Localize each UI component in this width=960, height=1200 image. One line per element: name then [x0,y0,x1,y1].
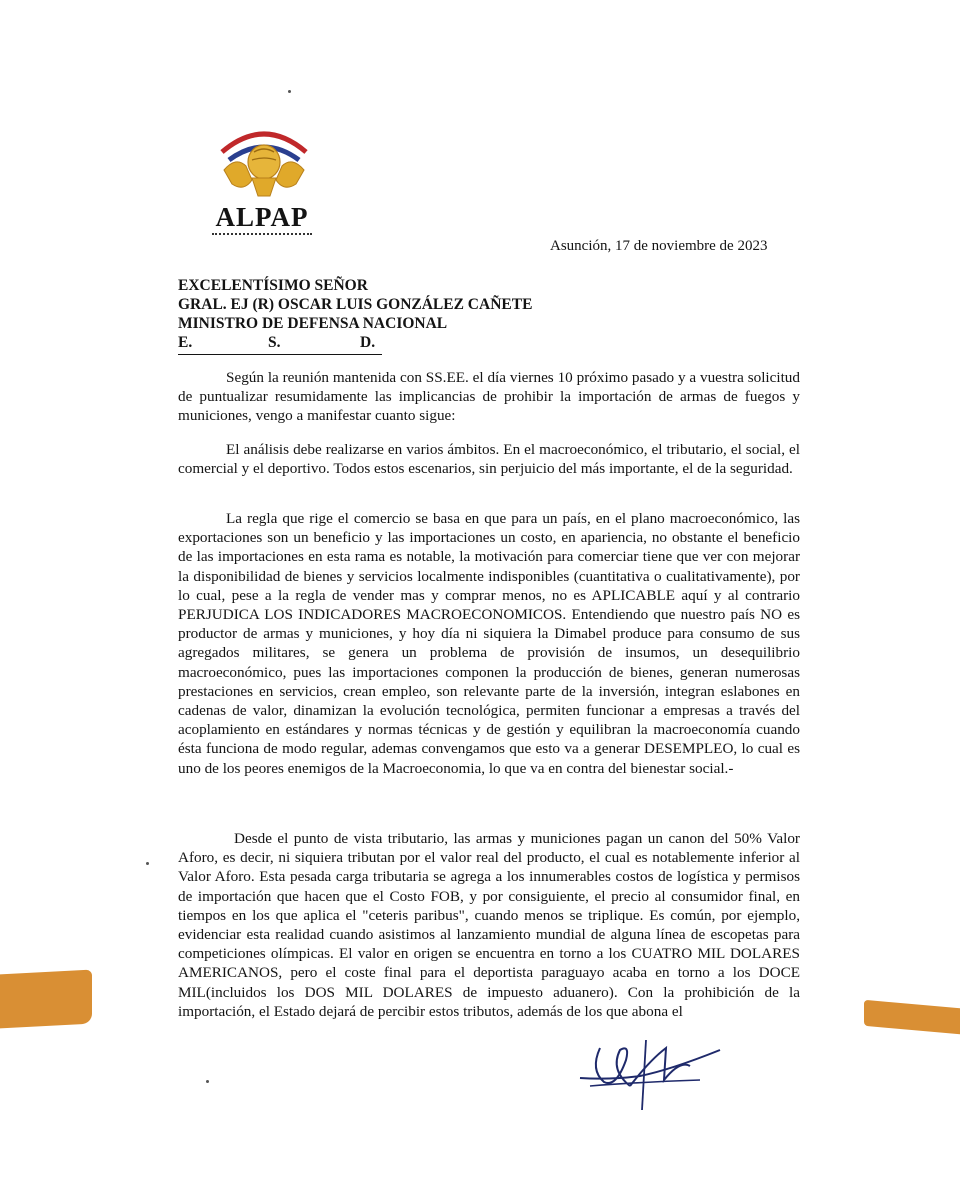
alpap-logo [210,122,320,242]
speck [146,862,149,865]
speck [288,90,291,93]
recipient-name: GRAL. EJ (R) OSCAR LUIS GONZÁLEZ CAÑETE [178,296,533,313]
logo-name: ALPAP [215,202,309,232]
logo-subtitle-line [212,233,312,239]
decorative-accent-right [864,1000,960,1034]
paragraph-intro: Según la reunión mantenida con SS.EE. el día viernes 10 próximo pasado y a vuestra solicitud de puntualizar resumidamente las implicancias de prohibir la importación de armas de fuegos y municiones, vengo a manifestar cuanto sigue: [178,369,800,425]
paragraph-macroeconomic: La regla que rige el comercio se basa en que para un país, en el plano macroeconómico, las exportaciones son un beneficio y las importaciones un costo, en apariencia, no obstante el beneficio de las importaciones en esta rama es notable, la motivación para comerciar tiene que ver con mejorar la disponibilidad de bienes y servicios localmente indisponibles (cuantitativa o cualitativamente), por lo cual, pese a la regla de vender mas y comprar menos, no es APLICABLE aquí y al contrario PERJUDICA LOS INDICADORES MACROECONOMICOS. Entendiendo que nuestro país NO es productor de armas y municiones, y hoy día ni siquiera la Dimabel produce para consumo de sus agregados militares, se genera un problema de provisión de insumos, un desequilibrio macroeconómico, pues las importaciones componen la producción de bienes, generan numerosas prestaciones en servicios, crean empleo, son relevante parte de la inversión, integran eslabones en cadenas de valor, dinamizan la evolución tecnológica, permiten funcionar a empresas a través del acoplamiento en estándares y normas técnicas y de gestión y equilibran la macroeconomía cuando ésta funciona de modo regular, ademas convengamos que esto va a generar DESEMPLEO, lo cual es uno de los peores enemigos de la Macroeconomia, lo que va en contra del bienestar social.- [178,510,800,777]
decorative-accent-left [0,970,92,1029]
esd-s: S. [268,334,281,351]
paragraph-analysis: El análisis debe realizarse en varios ámbitos. En el macroeconómico, el tributario, el social, el comercial y el deportivo. Todos estos escenarios, sin perjuicio del más importante, el de la seguridad. [178,441,800,478]
logo-emblem-icon [214,122,314,200]
letter-date: Asunción, 17 de noviembre de 2023 [550,238,768,254]
esd-e: E. [178,334,193,351]
recipient-block [178,276,532,333]
recipient-title: EXCELENTÍSIMO SEÑOR [178,277,368,294]
esd-line [178,334,382,355]
recipient-office: MINISTRO DE DEFENSA NACIONAL [178,315,448,332]
paragraph-tributary: Desde el punto de vista tributario, las armas y municiones pagan un canon del 50% Valor Aforo, es decir, ni siquiera tributan por el valor real del producto, el cual es notablemente inferior al Valor Aforo. Esta pesada carga tributaria se agrega a los innumerables costos de logística y permisos de importación que hacen que el Costo FOB, y por consiguiente, el precio al consumidor final, en tiempos en los que aplica el "ceteris paribus", cuando menos se triplique. Es común, por ejemplo, evidenciar esta realidad cuando asistimos al lanzamiento mundial de alguna línea de escopetas para competiciones olímpicas. El valor en origen se encuentra en torno a los CUATRO MIL DOLARES AMERICANOS, pero el coste final para el deportista paraguayo acaba en torno a los DOCE MIL(incluidos los DOS MIL DOLARES de impuesto aduanero). Con la prohibición de la importación, el Estado dejará de percibir estos tributos, además de los que abona el [178,830,800,1020]
speck [206,1080,209,1083]
handwritten-signature [570,1030,740,1120]
esd-d: D. [360,334,376,351]
